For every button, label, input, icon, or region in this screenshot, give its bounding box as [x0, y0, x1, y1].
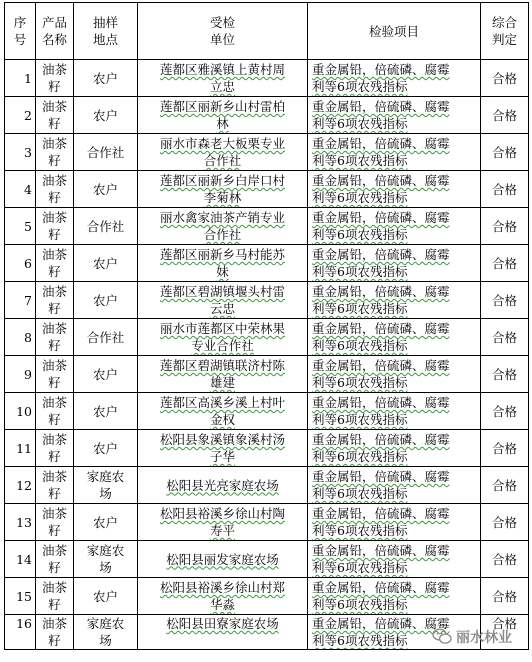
cell-unit: 丽水市莲都区中荣林果 专业合作社 — [138, 319, 308, 356]
cell-items: 重金属铅，倍硫磷、腐霉 利等6项农残指标 — [308, 615, 481, 650]
cell-location: 农户 — [74, 245, 138, 282]
cell-verdict: 合格 — [481, 356, 529, 393]
cell-product: 油茶 籽 — [36, 282, 74, 319]
cell-no: 4 — [5, 171, 36, 208]
cell-location: 农户 — [74, 393, 138, 430]
cell-items: 重金属铅，倍硫磷、腐霉 利等6项农残指标 — [308, 356, 481, 393]
cell-location: 农户 — [74, 504, 138, 541]
cell-verdict: 合格 — [481, 615, 529, 650]
cell-verdict: 合格 — [481, 134, 529, 171]
cell-unit: 莲都区丽新乡白岸口村 李菊林 — [138, 171, 308, 208]
cell-verdict: 合格 — [481, 504, 529, 541]
cell-verdict: 合格 — [481, 245, 529, 282]
cell-unit: 松阳县光亮家庭农场 — [138, 467, 308, 504]
cell-unit: 松阳县丽发家庭农场 — [138, 541, 308, 578]
cell-no: 5 — [5, 208, 36, 245]
cell-no: 13 — [5, 504, 36, 541]
table-row — [5, 504, 529, 541]
cell-items: 重金属铅，倍硫磷、腐霉 利等6项农残指标 — [308, 208, 481, 245]
cell-location: 合作社 — [74, 208, 138, 245]
cell-unit: 莲都区碧湖镇联济村陈 雄建 — [138, 356, 308, 393]
cell-items: 重金属铅，倍硫磷、腐霉 利等6项农残指标 — [308, 171, 481, 208]
cell-location: 农户 — [74, 356, 138, 393]
table-header-row — [5, 3, 529, 60]
cell-items: 重金属铅，倍硫磷、腐霉 利等6项农残指标 — [308, 60, 481, 97]
cell-verdict: 合格 — [481, 467, 529, 504]
cell-location: 家庭农 场 — [74, 615, 138, 650]
table-row — [5, 245, 529, 282]
cell-product: 油茶 籽 — [36, 245, 74, 282]
cell-no: 3 — [5, 134, 36, 171]
cell-verdict: 合格 — [481, 171, 529, 208]
cell-unit: 莲都区丽新乡马村能苏 妹 — [138, 245, 308, 282]
table-row — [5, 134, 529, 171]
cell-product: 油茶 籽 — [36, 393, 74, 430]
cell-location: 合作社 — [74, 134, 138, 171]
cell-product: 油茶 籽 — [36, 319, 74, 356]
cell-items: 重金属铅，倍硫磷、腐霉 利等6项农残指标 — [308, 319, 481, 356]
table-row — [5, 282, 529, 319]
header-location: 抽样 地点 — [74, 3, 138, 60]
cell-unit: 松阳县裕溪乡徐山村陶 寿平 — [138, 504, 308, 541]
cell-location: 家庭农 场 — [74, 467, 138, 504]
cell-no: 16 — [5, 615, 36, 650]
cell-items: 重金属铅，倍硫磷、腐霉 利等6项农残指标 — [308, 467, 481, 504]
table-row — [5, 208, 529, 245]
cell-verdict: 合格 — [481, 578, 529, 615]
watermark-text: 丽水林业 — [456, 630, 512, 646]
cell-product: 油茶 籽 — [36, 208, 74, 245]
header-verdict: 综合 判定 — [481, 3, 529, 60]
cell-unit: 松阳县裕溪乡徐山村郑 华淼 — [138, 578, 308, 615]
table-row — [5, 171, 529, 208]
cell-product: 油茶 籽 — [36, 430, 74, 467]
cell-product: 油茶 籽 — [36, 97, 74, 134]
cell-unit: 莲都区雅溪镇上黄村周 立忠 — [138, 60, 308, 97]
header-no: 序 号 — [5, 3, 36, 60]
cell-items: 重金属铅，倍硫磷、腐霉 利等6项农残指标 — [308, 393, 481, 430]
cell-items: 重金属铅，倍硫磷、腐霉 利等6项农残指标 — [308, 282, 481, 319]
cell-unit: 丽水禽家油茶产销专业 合作社 — [138, 208, 308, 245]
cell-verdict: 合格 — [481, 60, 529, 97]
table-row — [5, 430, 529, 467]
cell-no: 9 — [5, 356, 36, 393]
cell-no: 11 — [5, 430, 36, 467]
cell-product: 油茶 籽 — [36, 541, 74, 578]
cell-items: 重金属铅，倍硫磷、腐霉 利等6项农残指标 — [308, 541, 481, 578]
cell-location: 农户 — [74, 60, 138, 97]
cell-unit: 莲都区碧湖镇堰头村雷 云忠 — [138, 282, 308, 319]
cell-product: 油茶 籽 — [36, 60, 74, 97]
cell-location: 农户 — [74, 282, 138, 319]
table-row — [5, 319, 529, 356]
inspection-results-table — [4, 2, 529, 650]
cell-items: 重金属铅，倍硫磷、腐霉 利等6项农残指标 — [308, 430, 481, 467]
cell-unit: 松阳县田寮家庭农场 — [138, 615, 308, 650]
cell-product: 油茶 籽 — [36, 467, 74, 504]
cell-verdict: 合格 — [481, 430, 529, 467]
cell-items: 重金属铅，倍硫磷、腐霉 利等6项农残指标 — [308, 504, 481, 541]
cell-product: 油茶 籽 — [36, 578, 74, 615]
cell-no: 14 — [5, 541, 36, 578]
cell-location: 家庭农 场 — [74, 541, 138, 578]
cell-items: 重金属铅，倍硫磷、腐霉 利等6项农残指标 — [308, 134, 481, 171]
cell-verdict: 合格 — [481, 319, 529, 356]
cell-items: 重金属铅，倍硫磷、腐霉 利等6项农残指标 — [308, 578, 481, 615]
cell-items: 重金属铅，倍硫磷、腐霉 利等6项农残指标 — [308, 245, 481, 282]
cell-unit: 莲都区丽新乡山村雷柏 林 — [138, 97, 308, 134]
table-row — [5, 60, 529, 97]
cell-verdict: 合格 — [481, 541, 529, 578]
cell-location: 农户 — [74, 430, 138, 467]
cell-verdict: 合格 — [481, 282, 529, 319]
cell-verdict: 合格 — [481, 97, 529, 134]
cell-location: 合作社 — [74, 319, 138, 356]
cell-location: 农户 — [74, 578, 138, 615]
cell-no: 8 — [5, 319, 36, 356]
cell-unit: 丽水市森老大板栗专业 合作社 — [138, 134, 308, 171]
cell-no: 12 — [5, 467, 36, 504]
cell-product: 油茶 籽 — [36, 171, 74, 208]
cell-no: 6 — [5, 245, 36, 282]
cell-product: 油茶 籽 — [36, 356, 74, 393]
cell-verdict: 合格 — [481, 208, 529, 245]
cell-unit: 莲都区高溪乡溪上村叶 金权 — [138, 393, 308, 430]
cell-verdict: 合格 — [481, 393, 529, 430]
table-row — [5, 467, 529, 504]
header-unit: 受检 单位 — [138, 3, 308, 60]
table-row — [5, 393, 529, 430]
cell-unit: 松阳县象溪镇象溪村汤 子华 — [138, 430, 308, 467]
cell-no: 10 — [5, 393, 36, 430]
table-row — [5, 356, 529, 393]
cell-no: 7 — [5, 282, 36, 319]
cell-no: 15 — [5, 578, 36, 615]
watermark — [432, 624, 528, 650]
cell-location: 农户 — [74, 171, 138, 208]
cell-no: 2 — [5, 97, 36, 134]
wechat-icon — [432, 628, 452, 646]
cell-location: 农户 — [74, 97, 138, 134]
table-row — [5, 578, 529, 615]
table-row — [5, 97, 529, 134]
header-items: 检验项目 — [308, 3, 481, 60]
cell-product: 油茶 籽 — [36, 615, 74, 650]
cell-items: 重金属铅，倍硫磷、腐霉 利等6项农残指标 — [308, 97, 481, 134]
header-product: 产品 名称 — [36, 3, 74, 60]
cell-product: 油茶 籽 — [36, 134, 74, 171]
cell-no: 1 — [5, 60, 36, 97]
cell-product: 油茶 籽 — [36, 504, 74, 541]
table-row — [5, 541, 529, 578]
